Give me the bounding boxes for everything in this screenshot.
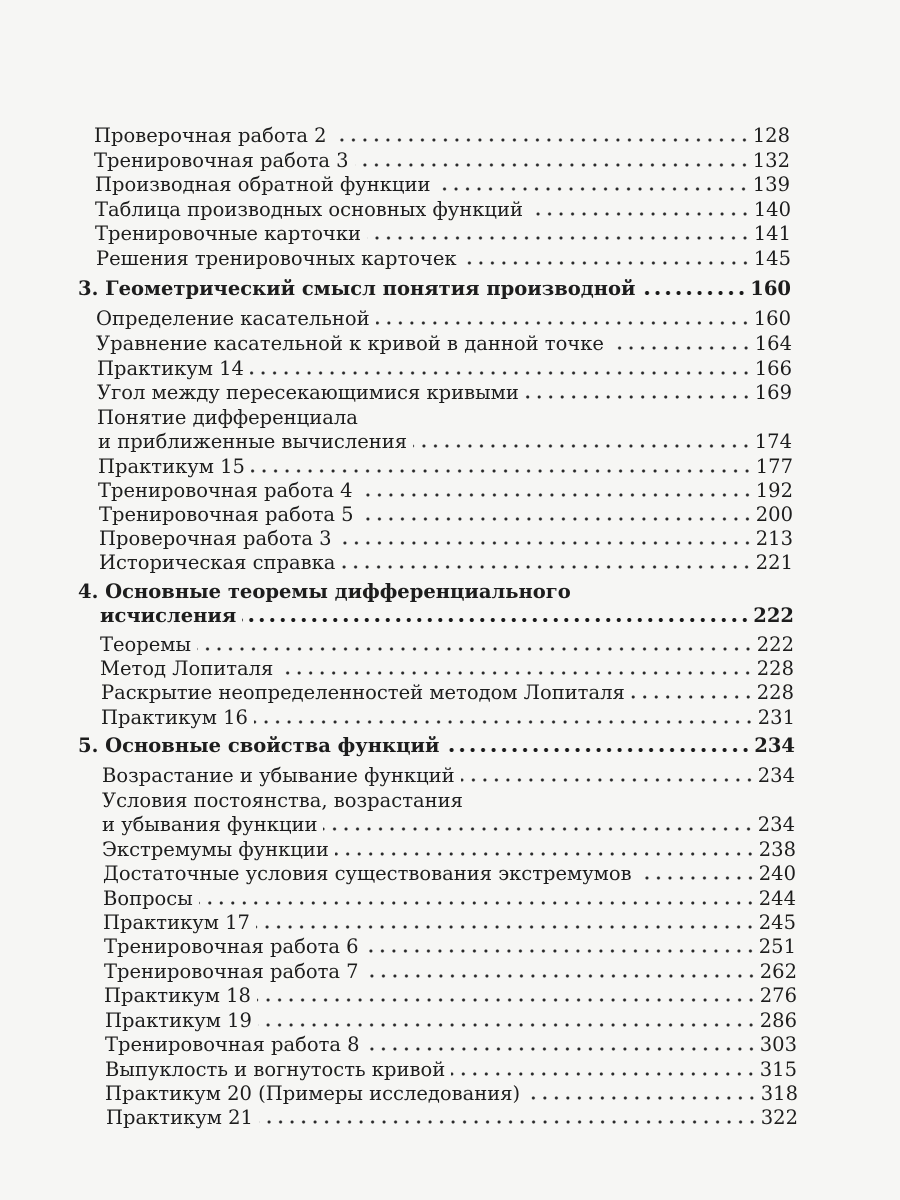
toc-entry [100, 657, 794, 681]
leader-dots [529, 211, 751, 217]
leader-dots [436, 186, 749, 192]
toc-entry-title: Теоремы [100, 633, 191, 656]
toc-page-number: 276 [759, 984, 797, 1007]
leader-dots [413, 443, 752, 449]
toc-entry-title: Историческая справка [99, 551, 336, 574]
toc-entry [105, 1082, 798, 1106]
toc-entry-title: Угол между пересекающимися кривыми [97, 381, 519, 404]
toc-entry-title: Понятие дифференциала [97, 406, 358, 429]
toc-entry-title: исчисления [100, 604, 237, 627]
toc-section [100, 604, 794, 628]
leader-dots [341, 564, 752, 570]
toc-entry-title: и убывания функции [102, 813, 318, 836]
toc-entry-title: Производная обратной функции [95, 173, 431, 196]
toc-page-number: 160 [753, 307, 791, 330]
toc-entry [103, 911, 796, 935]
leader-dots [366, 1046, 757, 1052]
leader-dots [641, 290, 747, 296]
toc-entry [98, 455, 793, 479]
leader-dots [197, 646, 754, 652]
leader-dots [638, 875, 756, 881]
toc-page-number: 200 [755, 503, 793, 526]
toc-page-number: 238 [758, 838, 796, 861]
toc-section [78, 277, 791, 301]
leader-dots [251, 468, 753, 474]
leader-dots [256, 924, 756, 930]
toc-entry [101, 706, 795, 730]
toc-entry [96, 247, 791, 271]
toc-entry [98, 430, 792, 454]
leader-dots [259, 1119, 758, 1125]
toc-page-number: 228 [756, 657, 794, 680]
toc-page-number: 231 [757, 706, 795, 729]
toc-entry [106, 1106, 798, 1130]
toc-entry [95, 173, 790, 197]
toc-entry-title: Выпуклость и вогнутость кривой [105, 1058, 446, 1081]
leader-dots [338, 540, 753, 546]
leader-dots [365, 973, 757, 979]
toc-entry-title: Раскрытие неопределенностей методом Лопиталя [101, 681, 625, 704]
leader-dots [365, 948, 756, 954]
leader-dots [360, 516, 753, 522]
toc-entry-title: Таблица производных основных функций [95, 198, 523, 221]
toc-page-number: 213 [755, 527, 793, 550]
toc-entry [100, 633, 794, 657]
leader-dots [199, 900, 756, 906]
toc-page-number: 251 [758, 935, 796, 958]
leader-dots [333, 137, 750, 143]
toc-entry-title: 5. Основные свойства функций [78, 734, 440, 757]
toc-page-number: 303 [759, 1033, 797, 1056]
toc-entry [102, 789, 795, 813]
leader-dots [451, 1071, 757, 1077]
toc-entry [99, 503, 793, 527]
toc-entry [105, 1033, 797, 1057]
toc-page-number: 315 [759, 1058, 797, 1081]
toc-entry [102, 764, 795, 788]
toc-entry-title: 3. Геометрический смысл понятия производной [78, 277, 636, 300]
toc-entry [98, 479, 793, 503]
toc-entry-title: и приближенные вычисления [98, 430, 408, 453]
leader-dots [242, 617, 750, 623]
toc-entry [99, 551, 793, 575]
toc-page-number: 234 [754, 734, 795, 757]
leader-dots [461, 777, 755, 783]
leader-dots [526, 1095, 758, 1101]
toc-page-number: 192 [755, 479, 793, 502]
toc-entry-title: Тренировочная работа 5 [99, 503, 354, 526]
leader-dots [279, 670, 753, 676]
leader-dots [631, 694, 754, 700]
toc-entry-title: Определение касательной [96, 307, 370, 330]
leader-dots [463, 260, 751, 266]
toc-page-number: 169 [754, 381, 792, 404]
toc-entry-title: Проверочная работа 3 [99, 527, 332, 550]
toc-entry-title: Уравнение касательной к кривой в данной точке [96, 332, 604, 355]
toc-entry-title: Практикум 15 [98, 455, 245, 478]
toc-page-number: 166 [754, 357, 792, 380]
leader-dots [258, 1022, 757, 1028]
toc-entry-title: Практикум 20 (Примеры исследования) [105, 1082, 521, 1105]
toc-entry-title: Достаточные условия существования экстремумов [103, 862, 632, 885]
toc-entry-title: Возрастание и убывание функций [102, 764, 455, 787]
toc-page-number: 262 [759, 960, 797, 983]
toc-entry-title: Метод Лопиталя [100, 657, 274, 680]
toc-page-number: 245 [758, 911, 796, 934]
toc-entry-title: Решения тренировочных карточек [96, 247, 457, 270]
leader-dots [359, 492, 753, 498]
toc-entry-title: Практикум 21 [106, 1106, 253, 1129]
toc-page-number: 140 [753, 198, 791, 221]
toc-entry-title: Практикум 17 [103, 911, 250, 934]
leader-dots [250, 370, 752, 376]
toc-entry [97, 357, 792, 381]
toc-page-number: 222 [753, 604, 794, 627]
toc-entry-title: Практикум 19 [105, 1009, 252, 1032]
toc-entry-title: Тренировочные карточки [95, 222, 362, 245]
toc-entry [103, 887, 796, 911]
toc-entry [104, 935, 796, 959]
toc-page-number: 228 [756, 681, 794, 704]
toc-page-number: 234 [757, 813, 795, 836]
toc-entry [105, 1058, 797, 1082]
toc-entry [96, 332, 792, 356]
toc-entry-title: Тренировочная работа 8 [105, 1033, 360, 1056]
toc-page-number: 221 [755, 551, 793, 574]
toc-entry-title: Тренировочная работа 4 [98, 479, 353, 502]
toc-entry-title: Проверочная работа 2 [94, 124, 327, 147]
toc-section [78, 580, 794, 604]
leader-dots [335, 851, 756, 857]
toc-entry-title: Практикум 14 [97, 357, 244, 380]
toc-entry [94, 124, 790, 148]
toc-entry [95, 222, 791, 246]
toc-entry-title: Практикум 18 [104, 984, 251, 1007]
toc-page-number: 145 [753, 247, 791, 270]
leader-dots [254, 719, 755, 725]
toc-page-number: 244 [758, 887, 796, 910]
toc-entry-title: Экстремумы функции [102, 838, 329, 861]
toc-entry-title: Тренировочная работа 6 [104, 935, 359, 958]
toc-page-number: 286 [759, 1009, 797, 1032]
toc-page-number: 141 [753, 222, 791, 245]
toc-entry [99, 527, 793, 551]
toc-page-number: 318 [760, 1082, 798, 1105]
toc-entry [103, 862, 796, 886]
toc-page-number: 177 [755, 455, 793, 478]
toc-entry [104, 984, 797, 1008]
toc-entry [95, 198, 791, 222]
toc-page-number: 139 [752, 173, 790, 196]
toc-page-number: 160 [750, 277, 791, 300]
toc-entry [102, 813, 795, 837]
toc-section [78, 734, 795, 758]
toc-entry [104, 960, 797, 984]
toc-entry-title: Вопросы [103, 887, 193, 910]
toc-entry-title: Тренировочная работа 3 [94, 149, 349, 172]
toc-entry [105, 1009, 797, 1033]
toc-entry-title: Тренировочная работа 7 [104, 960, 359, 983]
toc-entry [94, 149, 790, 173]
toc-entry [97, 406, 792, 430]
leader-dots [445, 747, 751, 753]
toc-entry-title: Условия постоянства, возрастания [102, 789, 463, 812]
toc-entry [96, 307, 791, 331]
leader-dots [525, 394, 752, 400]
toc-entry-title: 4. Основные теоремы дифференциального [78, 580, 571, 603]
toc-page-number: 222 [756, 633, 794, 656]
leader-dots [610, 345, 752, 351]
toc-page-number: 322 [760, 1106, 798, 1129]
toc-page-number: 164 [754, 332, 792, 355]
leader-dots [257, 997, 757, 1003]
toc-page-number: 234 [757, 764, 795, 787]
toc-entry [101, 681, 794, 705]
toc-page-number: 132 [752, 149, 790, 172]
toc-page-number: 174 [754, 430, 792, 453]
leader-dots [323, 826, 754, 832]
toc-page-number: 240 [758, 862, 796, 885]
toc-page-number: 128 [752, 124, 790, 147]
leader-dots [355, 162, 750, 168]
toc-entry-title: Практикум 16 [101, 706, 248, 729]
toc-entry [102, 838, 796, 862]
leader-dots [367, 235, 751, 241]
toc-entry [97, 381, 792, 405]
leader-dots [376, 320, 751, 326]
